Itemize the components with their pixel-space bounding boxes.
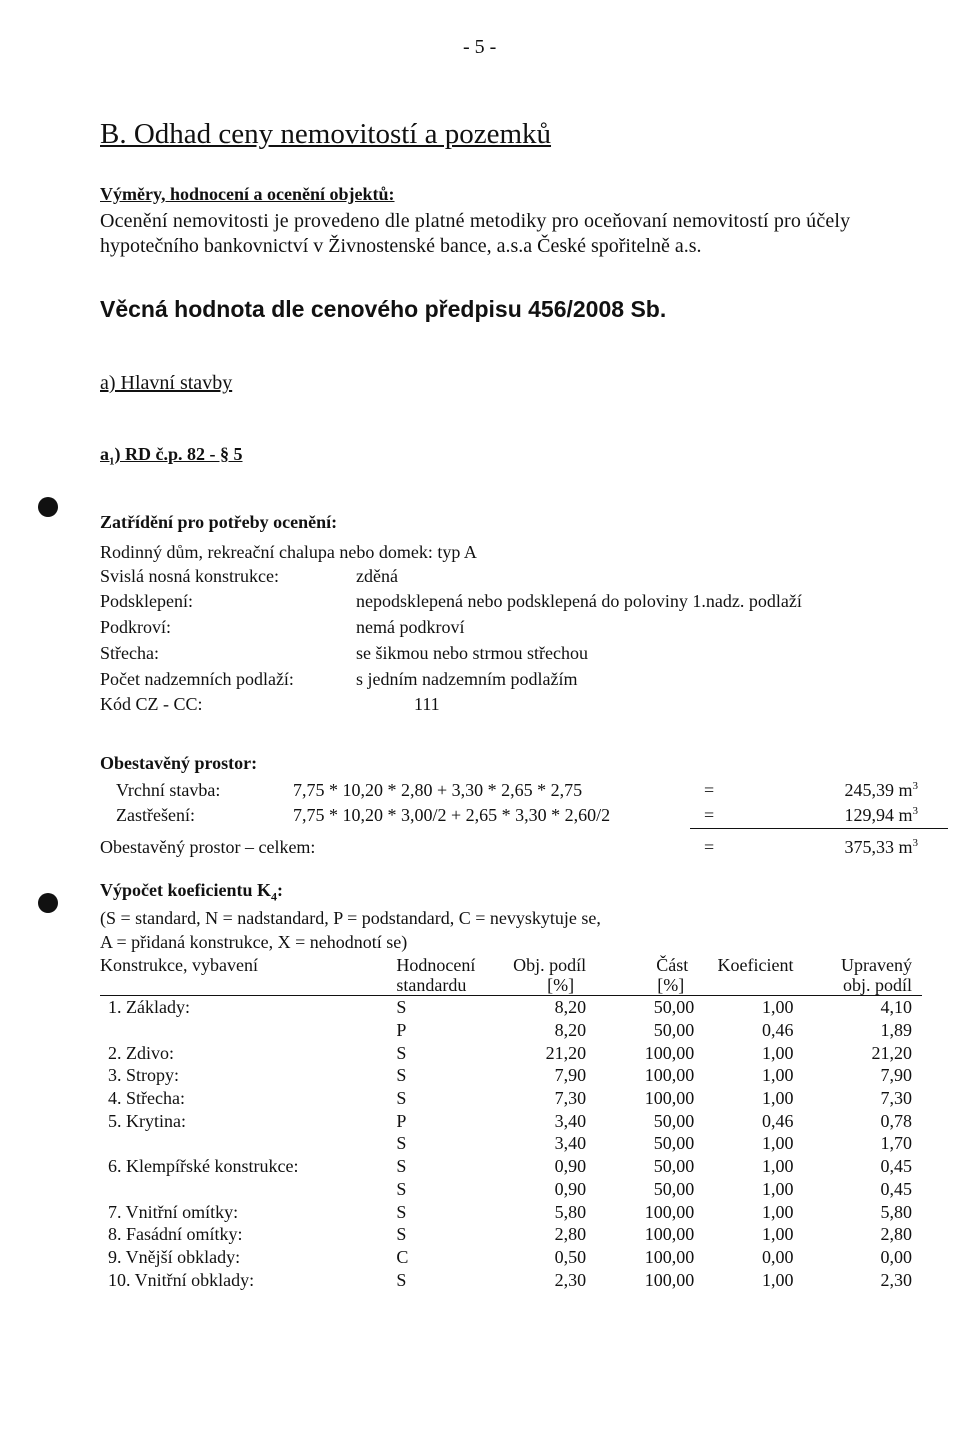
class-value-6: 111 (414, 694, 440, 714)
row-name: 1. Základy: (108, 997, 190, 1018)
table-row (100, 1178, 922, 1201)
volume-value-1: 245,39 $m^3$ (844, 780, 918, 800)
row-adjusted: 2,30 (880, 1269, 912, 1290)
row-adjusted: 5,80 (880, 1201, 912, 1222)
class-value-3: nemá podkroví (356, 617, 465, 637)
coef-heading: Výpočet koeficientu $K_4$: (100, 880, 283, 904)
table-row (100, 1019, 922, 1042)
row-rating: S (396, 1201, 407, 1222)
row-part: 50,00 (653, 1020, 695, 1041)
row-rating: S (396, 1156, 407, 1177)
row-name: 7. Vnitřní omítky: (108, 1201, 239, 1222)
col-header-construction: Konstrukce, vybavení (100, 955, 258, 975)
row-coefficient: 1,00 (762, 1178, 794, 1199)
row-part: 50,00 (653, 1156, 695, 1177)
row-adjusted: 4,10 (880, 997, 912, 1018)
row-adjusted: 0,45 (880, 1178, 912, 1199)
row-name (100, 1178, 396, 1201)
row-coefficient: 1,00 (762, 1201, 794, 1222)
row-coefficient: 1,00 (762, 1065, 794, 1086)
table-row (100, 996, 922, 1019)
row-adjusted: 1,70 (880, 1133, 912, 1154)
row-rating: S (396, 1133, 407, 1154)
row-adjusted: 1,89 (880, 1020, 912, 1041)
row-part: 100,00 (644, 1224, 695, 1245)
volume-sum-line (690, 828, 948, 829)
row-adjusted: 7,30 (880, 1088, 912, 1109)
col-header-share-2: [%] (547, 975, 575, 995)
table-row (100, 1246, 922, 1269)
row-part: 50,00 (653, 1133, 695, 1154)
col-header-coefficient-2 (694, 975, 793, 996)
row-part: 50,00 (653, 1110, 695, 1131)
table-header-row-2 (100, 975, 922, 996)
row-name: 9. Vnější obklady: (108, 1246, 241, 1267)
row-rating: S (396, 1178, 407, 1199)
col-header-part-2: [%] (657, 975, 685, 995)
row-coefficient: 1,00 (762, 1088, 794, 1109)
building-name: ) RD č.p. 82 - § 5 (114, 444, 243, 464)
row-share: 21,20 (545, 1042, 587, 1063)
row-part: 50,00 (653, 997, 695, 1018)
table-row (100, 1064, 922, 1087)
building-heading (100, 444, 243, 468)
class-value-2: nepodsklepená nebo podsklepená do poloviny 1.nadz. podlaží (356, 591, 802, 611)
row-adjusted: 0,78 (880, 1110, 912, 1131)
volume-formula-1: 7,75 * 10,20 * 2,80 + 3,30 * 2,65 * 2,75 (293, 780, 583, 800)
coef-legend-2: A = přidaná konstrukce, X = nehodnotí se) (100, 932, 408, 952)
col-header-share: Obj. podíl (513, 955, 587, 975)
col-header-rating-2: standardu (396, 975, 467, 995)
intro-line-1: Ocenění nemovitosti je provedeno dle platné metodiky pro oceňovaní nemovitostí pro účely (100, 210, 851, 232)
row-coefficient: 1,00 (762, 1156, 794, 1177)
class-label-4: Střecha: (100, 643, 159, 663)
volume-formula-2: 7,75 * 10,20 * 3,00/2 + 2,65 * 3,30 * 2,60/2 (293, 805, 611, 825)
sub-heading: Výměry, hodnocení a ocenění objektů: (100, 184, 395, 204)
table-row (100, 1268, 922, 1291)
row-part: 100,00 (644, 1065, 695, 1086)
table-row (100, 1041, 922, 1064)
classification-type: Rodinný dům, rekreační chalupa nebo domek: typ A (100, 542, 477, 562)
row-share: 2,80 (554, 1224, 587, 1245)
row-rating: S (396, 1269, 407, 1290)
row-share: 7,90 (554, 1065, 587, 1086)
volume-total-value: 375,33 $m^3$ (844, 837, 918, 857)
class-label-3: Podkroví: (100, 617, 172, 637)
coefficient-table (100, 955, 922, 1291)
row-rating: P (396, 1110, 407, 1131)
row-share: 0,90 (554, 1156, 587, 1177)
row-name: 2. Zdivo: (108, 1042, 174, 1063)
row-share: 5,80 (554, 1201, 587, 1222)
row-adjusted: 0,45 (880, 1156, 912, 1177)
row-coefficient: 1,00 (762, 997, 794, 1018)
row-name: 10. Vnitřní obklady: (108, 1269, 255, 1290)
classification-heading: Zatřídění pro potřeby ocenění: (100, 512, 338, 532)
row-part: 100,00 (644, 1088, 695, 1109)
row-name (100, 1019, 396, 1042)
col-header-adjusted-2: obj. podíl (842, 975, 912, 995)
row-rating: S (396, 1065, 407, 1086)
volume-label-2: Zastřešení: (116, 805, 195, 825)
class-label-2: Podsklepení: (100, 591, 193, 611)
row-name: 5. Krytina: (108, 1110, 186, 1131)
table-row (100, 1109, 922, 1132)
volume-eq-2: = (704, 805, 715, 825)
row-coefficient: 0,00 (762, 1246, 794, 1267)
col-header-adjusted: Upravený (841, 955, 912, 975)
value-heading: Věcná hodnota dle cenového předpisu 456/2008 Sb. (100, 296, 667, 322)
row-rating: S (396, 997, 407, 1018)
row-adjusted: 7,90 (880, 1065, 912, 1086)
row-rating: S (396, 1224, 407, 1245)
volume-value-2: 129,94 $m^3$ (844, 805, 918, 825)
row-name: 6. Klempířské konstrukce: (108, 1156, 299, 1177)
table-row (100, 1223, 922, 1246)
row-rating: S (396, 1088, 407, 1109)
row-adjusted: 2,80 (880, 1224, 912, 1245)
row-adjusted: 0,00 (880, 1246, 912, 1267)
row-coefficient: 0,46 (762, 1110, 794, 1131)
row-share: 0,50 (554, 1246, 587, 1267)
row-share: 3,40 (554, 1110, 587, 1131)
row-part: 100,00 (644, 1269, 695, 1290)
row-part: 100,00 (644, 1246, 695, 1267)
row-part: 100,00 (644, 1042, 695, 1063)
row-rating: P (396, 1020, 407, 1041)
class-value-1: zděná (356, 566, 398, 586)
table-row (100, 1200, 922, 1223)
row-share: 8,20 (554, 997, 587, 1018)
row-coefficient: 1,00 (762, 1042, 794, 1063)
row-name (100, 1132, 396, 1155)
volume-total-label: Obestavěný prostor – celkem: (100, 837, 316, 857)
row-name: 4. Střecha: (108, 1088, 185, 1109)
row-share: 7,30 (554, 1088, 587, 1109)
main-buildings-label: a) Hlavní stavby (100, 372, 233, 394)
row-name: 3. Stropy: (108, 1065, 180, 1086)
class-label-5: Počet nadzemních podlaží: (100, 669, 294, 689)
row-share: 3,40 (554, 1133, 587, 1154)
col-header-coefficient: Koeficient (717, 955, 794, 975)
row-name: 8. Fasádní omítky: (108, 1224, 243, 1245)
row-coefficient: 1,00 (762, 1224, 794, 1245)
building-sub: 1 (109, 455, 115, 468)
volume-label-1: Vrchní stavba: (116, 780, 221, 800)
bullet-marker (38, 497, 58, 517)
row-rating: S (396, 1042, 407, 1063)
class-value-4: se šikmou nebo strmou střechou (356, 643, 588, 663)
table-row (100, 1155, 922, 1178)
row-share: 2,30 (554, 1269, 587, 1290)
row-share: 8,20 (554, 1020, 587, 1041)
volume-total-eq: = (704, 837, 715, 857)
col-header-rating: Hodnocení (396, 955, 476, 975)
table-header-row (100, 955, 922, 975)
row-coefficient: 1,00 (762, 1133, 794, 1154)
table-row (100, 1087, 922, 1110)
building-label: a (100, 444, 109, 464)
coef-legend-1: (S = standard, N = nadstandard, P = podstandard, C = nevyskytuje se, (100, 908, 601, 928)
class-label-6: Kód CZ - CC: (100, 694, 203, 714)
intro-line-2: hypotečního bankovnictví v Živnostenské bance, a.s.a České spořitelně a.s. (100, 235, 702, 257)
row-rating: C (396, 1246, 409, 1267)
class-label-1: Svislá nosná konstrukce: (100, 566, 279, 586)
volume-eq-1: = (704, 780, 715, 800)
row-part: 100,00 (644, 1201, 695, 1222)
bullet-marker (38, 893, 58, 913)
page-number: - 5 - (463, 36, 497, 58)
row-share: 0,90 (554, 1178, 587, 1199)
col-header-part: Část (656, 955, 689, 975)
row-adjusted: 21,20 (871, 1042, 912, 1063)
row-part: 50,00 (653, 1178, 695, 1199)
table-row (100, 1132, 922, 1155)
row-coefficient: 1,00 (762, 1269, 794, 1290)
row-coefficient: 0,46 (762, 1020, 794, 1041)
section-title: B. Odhad ceny nemovitostí a pozemků (100, 118, 552, 150)
class-value-5: s jedním nadzemním podlažím (356, 669, 578, 689)
volume-heading: Obestavěný prostor: (100, 753, 258, 773)
